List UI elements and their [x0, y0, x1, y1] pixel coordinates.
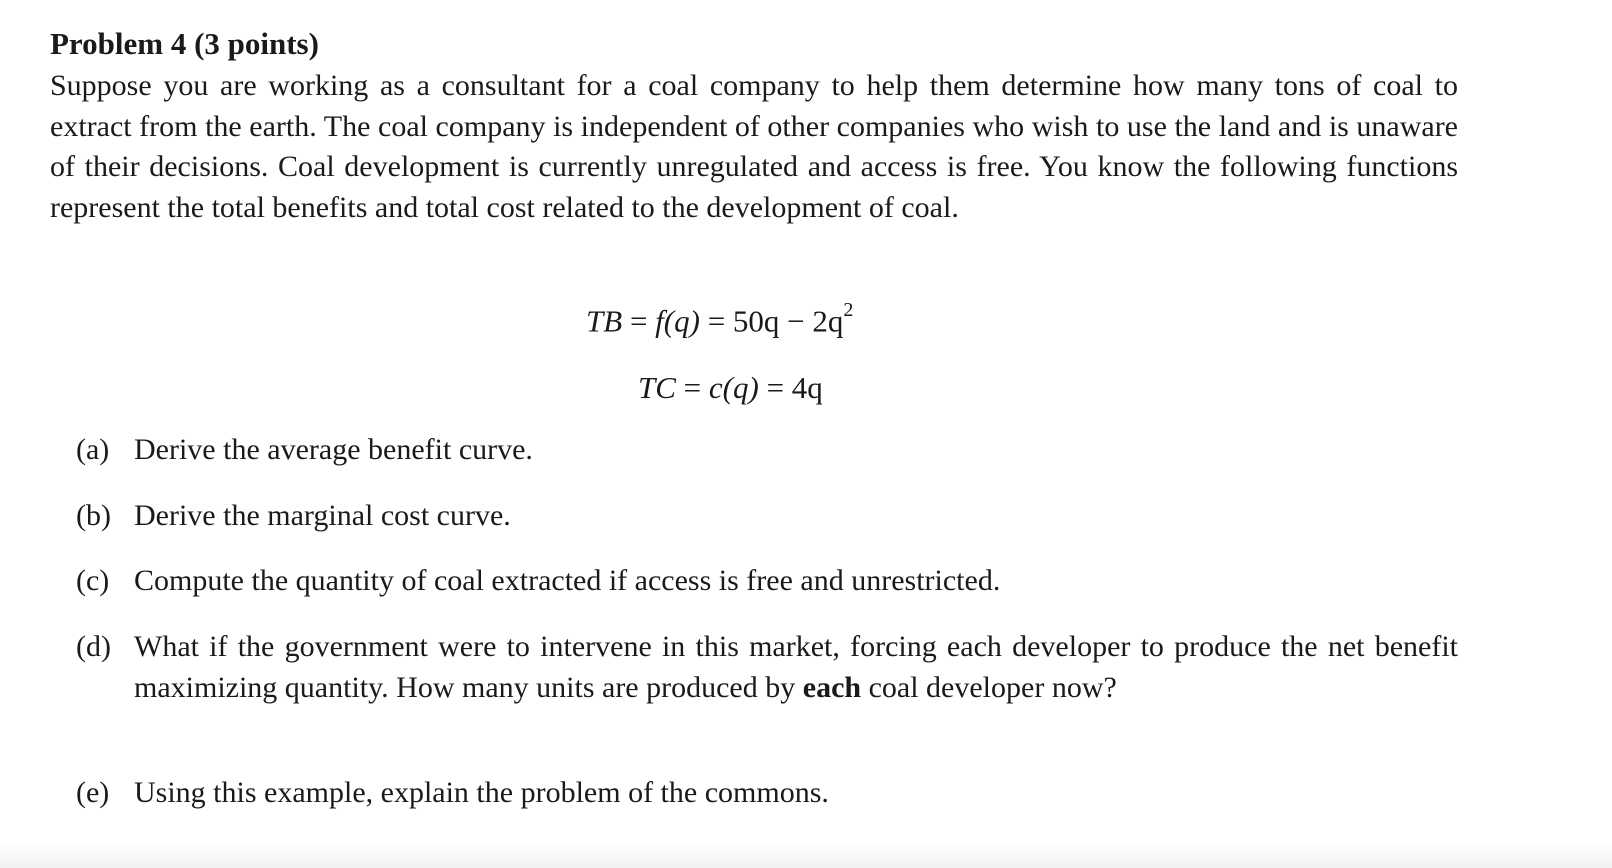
tc-expression: 4q — [791, 370, 823, 405]
part-text: Compute the quantity of coal extracted if access is free and unrestricted. — [134, 564, 1001, 597]
total-cost-equation: TC = c(q) = 4q — [638, 370, 823, 405]
tb-lhs: TB — [586, 303, 623, 339]
part-text-emphasis: each — [802, 670, 862, 704]
problem-intro: Suppose you are working as a consultant for a coal company to help them determine how many tons of coal to extract from the earth. The coal company is independent of other companies who wish to use the land and is unaware of their decisions. Coal development is currently unregulated and access is free. You know the following functions represent the total benefits and total cost related to the development of coal. — [50, 69, 1458, 224]
part-label: (d) — [76, 630, 111, 663]
part-text: Derive the marginal cost curve. — [134, 499, 511, 532]
part-item — [76, 627, 1458, 708]
part-item — [76, 430, 533, 471]
part-item — [76, 496, 511, 537]
total-benefit-equation: TB = $f(q) = 50q - 2q^2$ — [586, 299, 854, 339]
part-text-after: coal developer now? — [861, 670, 1117, 704]
problem-page — [50, 22, 1458, 809]
part-item — [76, 561, 1000, 602]
bottom-fade — [0, 842, 1612, 868]
part-text: Using this example, explain the problem of the commons. — [134, 776, 829, 809]
part-text-before: What if the government were to intervene in this market, forcing each developer to produce the net benefit maximizing quantity. How many units are produced by — [134, 630, 1458, 704]
part-label: (c) — [76, 564, 110, 597]
part-text — [134, 627, 1458, 708]
part-text: Derive the average benefit curve. — [134, 433, 533, 466]
tc-lhs: TC — [638, 370, 676, 405]
tb-exponent: 2 — [843, 299, 854, 321]
tb-function: f(q) — [655, 303, 700, 339]
part-item — [76, 773, 829, 814]
part-label: (e) — [76, 776, 110, 809]
part-label: (a) — [76, 433, 110, 466]
part-label: (b) — [76, 499, 111, 532]
tb-expression: 50q − 2q — [732, 303, 844, 339]
problem-title: Problem 4 (3 points) — [50, 26, 319, 61]
tc-function: c(q) — [708, 370, 759, 405]
